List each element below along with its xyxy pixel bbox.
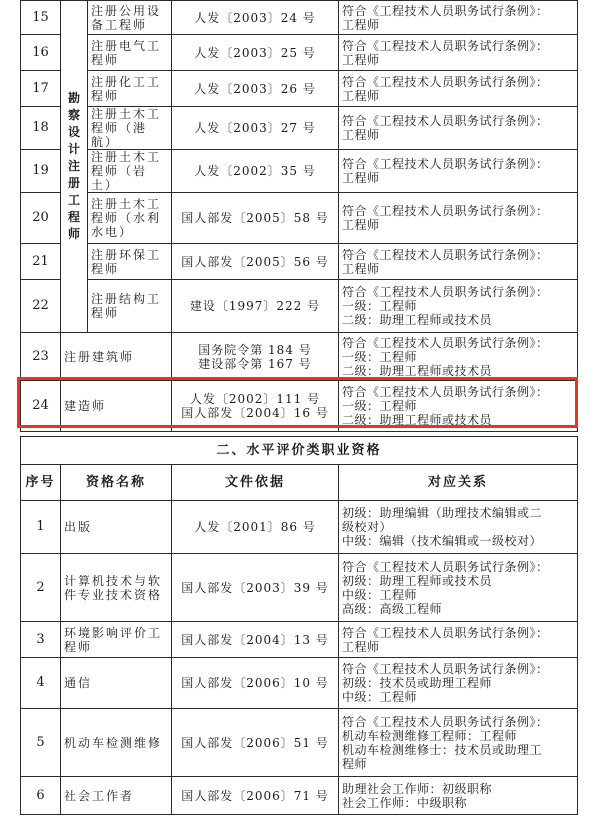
correspondence: 符合《工程技术人员职务试行条例》： 工程师 [339, 622, 578, 658]
row-number: 1 [21, 501, 61, 554]
table-row [21, 107, 578, 150]
document-basis: 人发〔2003〕24 号 [172, 1, 339, 35]
document-basis: 国人部发〔2004〕13 号 [172, 622, 339, 658]
correspondence: 符合《工程技术人员职务试行条例》： 工程师 [339, 150, 578, 193]
qualification-name: 出版 [61, 501, 172, 554]
row-number: 5 [21, 709, 61, 777]
document-basis: 人发〔2001〕86 号 [172, 501, 339, 554]
document-basis: 国人部发〔2006〕51 号 [172, 709, 339, 777]
row-number: 18 [21, 107, 61, 150]
header-doc: 文件依据 [172, 465, 339, 501]
qualification-name: 注册环保工程师 [88, 244, 172, 280]
document-basis: 国务院令第 184 号 建设部令第 167 号 [172, 333, 339, 381]
document-basis: 国人部发〔2006〕71 号 [172, 777, 339, 815]
section-title: 二、水平评价类职业资格 [21, 437, 578, 465]
row-number: 23 [21, 333, 61, 381]
table-row [21, 658, 578, 709]
row-number: 15 [21, 1, 61, 35]
document-basis: 人发〔2002〕111 号 国人部发〔2004〕16 号 [172, 381, 339, 432]
correspondence: 符合《工程技术人员职务试行条例》： 一级：工程师 二级：助理工程师或技术员 [339, 280, 578, 333]
correspondence: 符合《工程技术人员职务试行条例》： 机动车检测维修工程师：工程师 机动车检测维修士：技术员或助理工 程师 [339, 709, 578, 777]
row-number: 4 [21, 658, 61, 709]
table-row [21, 150, 578, 193]
qualification-name: 注册土木工程师（岩土） [88, 150, 172, 193]
document-basis: 国人部发〔2005〕56 号 [172, 244, 339, 280]
correspondence: 符合《工程技术人员职务试行条例》： 工程师 [339, 193, 578, 244]
section-title-row [21, 437, 578, 465]
correspondence: 助理社会工作师：初级职称 社会工作师：中级职称 [339, 777, 578, 815]
qualification-name: 注册土木工程师（水利水电） [88, 193, 172, 244]
row-number: 17 [21, 71, 61, 107]
document-basis: 人发〔2003〕25 号 [172, 35, 339, 71]
table-row [21, 71, 578, 107]
correspondence: 符合《工程技术人员职务试行条例》： 工程师 [339, 107, 578, 150]
qualification-table-part2 [20, 436, 578, 815]
document-basis: 建设〔1997〕222 号 [172, 280, 339, 333]
document-basis: 国人部发〔2003〕39 号 [172, 554, 339, 622]
correspondence: 符合《工程技术人员职务试行条例》： 一级：工程师 二级：助理工程师或技术员 [339, 381, 578, 432]
qualification-name: 社会工作者 [61, 777, 172, 815]
qualification-name: 注册化工工程师 [88, 71, 172, 107]
qualification-name: 机动车检测维修 [61, 709, 172, 777]
row-number: 21 [21, 244, 61, 280]
qualification-name: 建造师 [61, 381, 172, 432]
row-number: 19 [21, 150, 61, 193]
table-row [21, 193, 578, 244]
correspondence: 符合《工程技术人员职务试行条例》： 一级：工程师 二级：助理工程师或技术员 [339, 333, 578, 381]
correspondence: 初级：助理编辑（助理技术编辑或二 级校对） 中级：编辑（技术编辑或一级校对） [339, 501, 578, 554]
table-row [21, 777, 578, 815]
document-basis: 人发〔2003〕26 号 [172, 71, 339, 107]
header-no: 序号 [21, 465, 61, 501]
qualification-name: 注册电气工程师 [88, 35, 172, 71]
correspondence: 符合《工程技术人员职务试行条例》： 工程师 [339, 35, 578, 71]
table-row [21, 1, 578, 35]
qualification-name: 环境影响评价工程师 [61, 622, 172, 658]
table-row [21, 554, 578, 622]
row-number: 16 [21, 35, 61, 71]
document-basis: 人发〔2003〕27 号 [172, 107, 339, 150]
correspondence: 符合《工程技术人员职务试行条例》： 工程师 [339, 244, 578, 280]
correspondence: 符合《工程技术人员职务试行条例》： 初级：技术员或助理工程师 中级：工程师 [339, 658, 578, 709]
table-row [21, 709, 578, 777]
table-row [21, 35, 578, 71]
correspondence: 符合《工程技术人员职务试行条例》： 工程师 [339, 71, 578, 107]
group-label-vertical [61, 1, 88, 333]
row-number: 22 [21, 280, 61, 333]
correspondence: 符合《工程技术人员职务试行条例》： 工程师 [339, 1, 578, 35]
qualification-name: 注册结构工程师 [88, 280, 172, 333]
qualification-table-part1 [20, 0, 578, 432]
document-basis: 国人部发〔2005〕58 号 [172, 193, 339, 244]
row-number: 2 [21, 554, 61, 622]
table-row [21, 244, 578, 280]
qualification-name: 注册土木工程师（港航） [88, 107, 172, 150]
qualification-name: 注册建筑师 [61, 333, 172, 381]
group-label: 勘 察 设 计 注 册 工 程 师 [67, 91, 80, 241]
table-row [21, 333, 578, 381]
header-rel: 对应关系 [339, 465, 578, 501]
header-name: 资格名称 [61, 465, 172, 501]
header-row [21, 465, 578, 501]
row-number: 3 [21, 622, 61, 658]
table-row [21, 622, 578, 658]
row-number: 24 [21, 381, 61, 432]
table-row [21, 381, 578, 432]
document-basis: 人发〔2002〕35 号 [172, 150, 339, 193]
qualification-name: 注册公用设备工程师 [88, 1, 172, 35]
correspondence: 符合《工程技术人员职务试行条例》： 初级：助理工程师或技术员 中级：工程师 高级：高级工程师 [339, 554, 578, 622]
document-basis: 国人部发〔2006〕10 号 [172, 658, 339, 709]
row-number: 6 [21, 777, 61, 815]
qualification-name: 计算机技术与软件专业技术资格 [61, 554, 172, 622]
table-row [21, 501, 578, 554]
qualification-name: 通信 [61, 658, 172, 709]
row-number: 20 [21, 193, 61, 244]
table-row [21, 280, 578, 333]
